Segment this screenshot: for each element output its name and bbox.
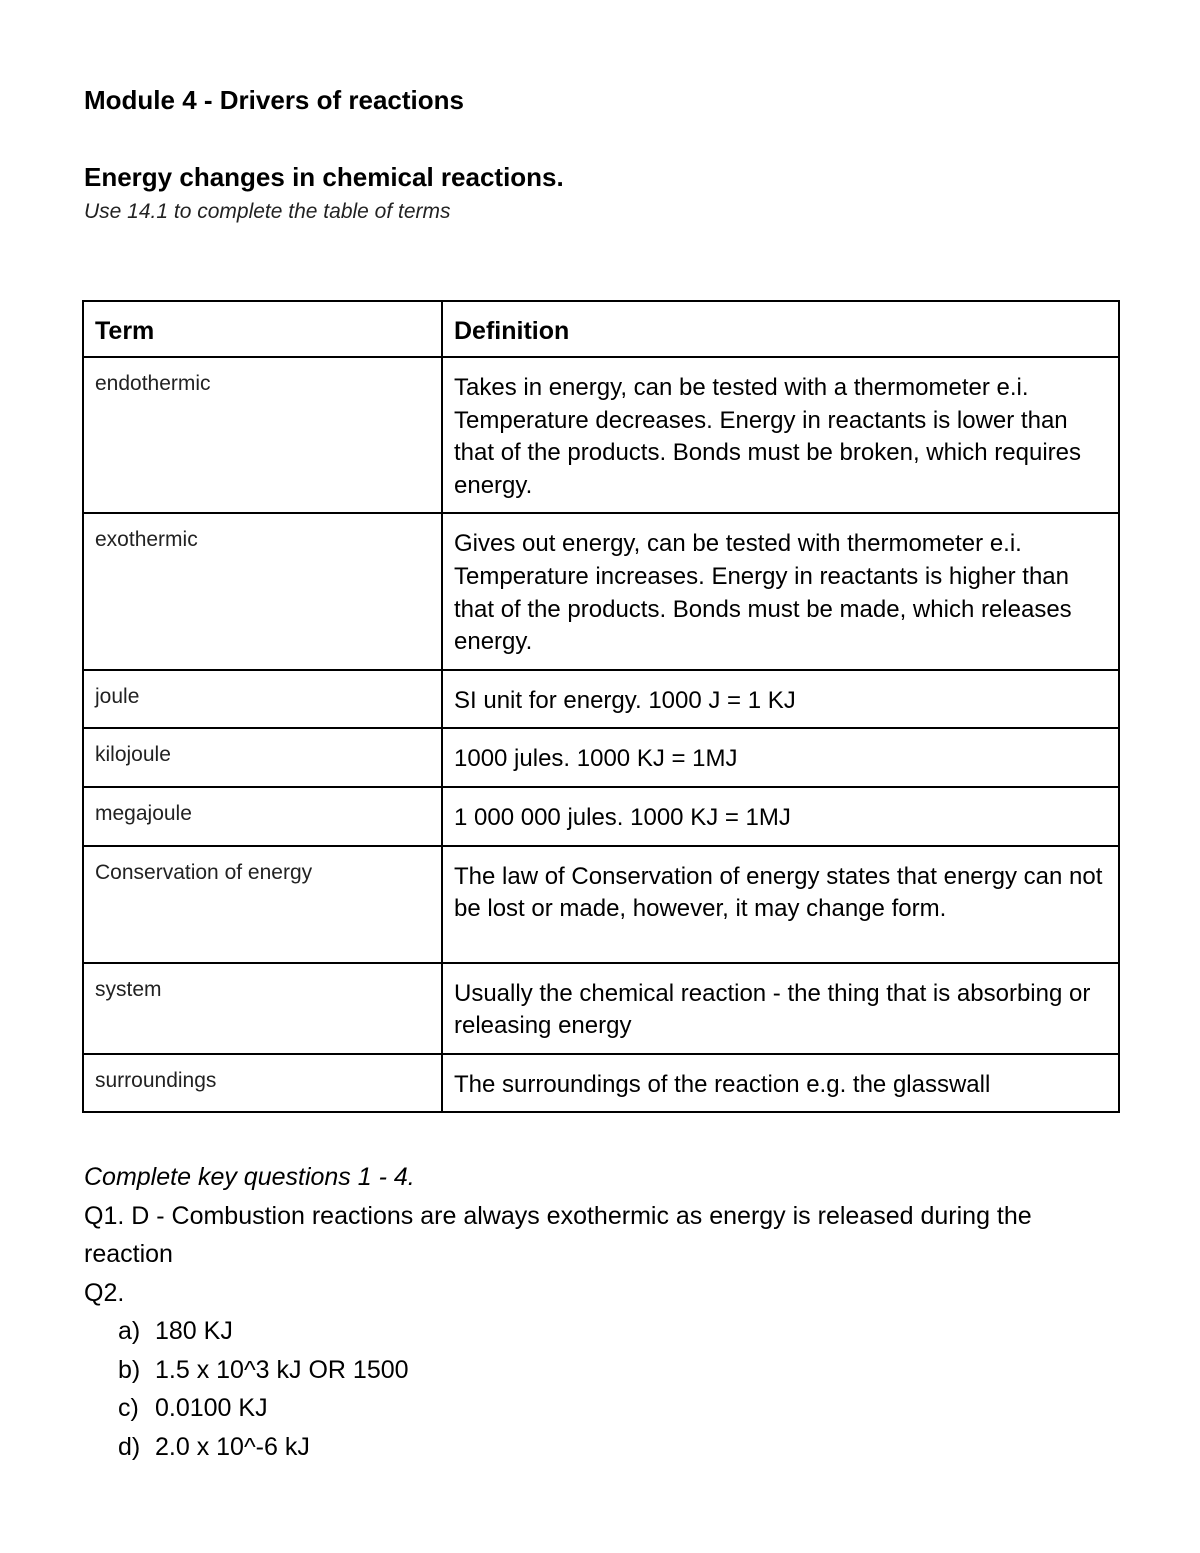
definition-cell: The surroundings of the reaction e.g. the glasswall xyxy=(442,1054,1119,1113)
definition-cell: The law of Conservation of energy states that energy can not be lost or made, however, it may change form. xyxy=(442,846,1119,963)
question-2-label: Q2. xyxy=(84,1278,125,1307)
list-marker: c) xyxy=(118,1394,139,1422)
module-title: Module 4 - Drivers of reactions xyxy=(84,85,464,115)
table-header-row xyxy=(83,301,1119,357)
definition-cell: Usually the chemical reaction - the thing that is absorbing or releasing energy xyxy=(442,963,1119,1054)
definition-cell: Gives out energy, can be tested with thermometer e.i. Temperature increases. Energy in reactants is higher than that of the products. Bonds must be made, which releases energy. xyxy=(442,513,1119,669)
answer-text: 180 KJ xyxy=(155,1317,233,1345)
column-header-definition: Definition xyxy=(442,301,1119,357)
table-row xyxy=(83,963,1119,1054)
questions-heading: Complete key questions 1 - 4. xyxy=(84,1163,415,1191)
list-marker: a) xyxy=(118,1317,141,1345)
table-row xyxy=(83,846,1119,963)
term-cell: megajoule xyxy=(83,787,442,846)
definition-cell: 1 000 000 jules. 1000 KJ = 1MJ xyxy=(442,787,1119,846)
list-item xyxy=(118,1351,1124,1390)
list-item xyxy=(118,1389,1124,1428)
table-row xyxy=(83,787,1119,846)
terms-table xyxy=(82,300,1120,1113)
questions-section xyxy=(84,1158,1124,1466)
term-cell: system xyxy=(83,963,442,1054)
definition-cell: SI unit for energy. 1000 J = 1 KJ xyxy=(442,670,1119,729)
definition-cell: 1000 jules. 1000 KJ = 1MJ xyxy=(442,728,1119,787)
term-cell: surroundings xyxy=(83,1054,442,1113)
definition-cell: Takes in energy, can be tested with a thermometer e.i. Temperature decreases. Energy in reactants is lower than that of the products. Bonds must be broken, which requires energy. xyxy=(442,357,1119,513)
term-cell: Conservation of energy xyxy=(83,846,442,963)
term-cell: exothermic xyxy=(83,513,442,669)
answer-text: 1.5 x 10^3 kJ OR 1500 xyxy=(155,1355,409,1384)
table-row xyxy=(83,728,1119,787)
question-2-answer-list xyxy=(84,1312,1124,1466)
term-cell: kilojoule xyxy=(83,728,442,787)
list-item xyxy=(118,1312,1124,1351)
instruction-text: Use 14.1 to complete the table of terms xyxy=(84,200,451,223)
column-header-term: Term xyxy=(83,301,442,357)
question-1-answer: Q1. D - Combustion reactions are always exothermic as energy is released during the reaction xyxy=(84,1201,1032,1268)
list-marker: d) xyxy=(118,1432,141,1461)
list-marker: b) xyxy=(118,1355,141,1384)
answer-text: 0.0100 KJ xyxy=(155,1394,268,1422)
table-row xyxy=(83,670,1119,729)
list-item xyxy=(118,1428,1124,1467)
answer-text: 2.0 x 10^-6 kJ xyxy=(155,1432,310,1461)
section-heading: Energy changes in chemical reactions. xyxy=(84,162,564,192)
term-cell: joule xyxy=(83,670,442,729)
table-row xyxy=(83,357,1119,513)
table-row xyxy=(83,513,1119,669)
table-row xyxy=(83,1054,1119,1113)
term-cell: endothermic xyxy=(83,357,442,513)
